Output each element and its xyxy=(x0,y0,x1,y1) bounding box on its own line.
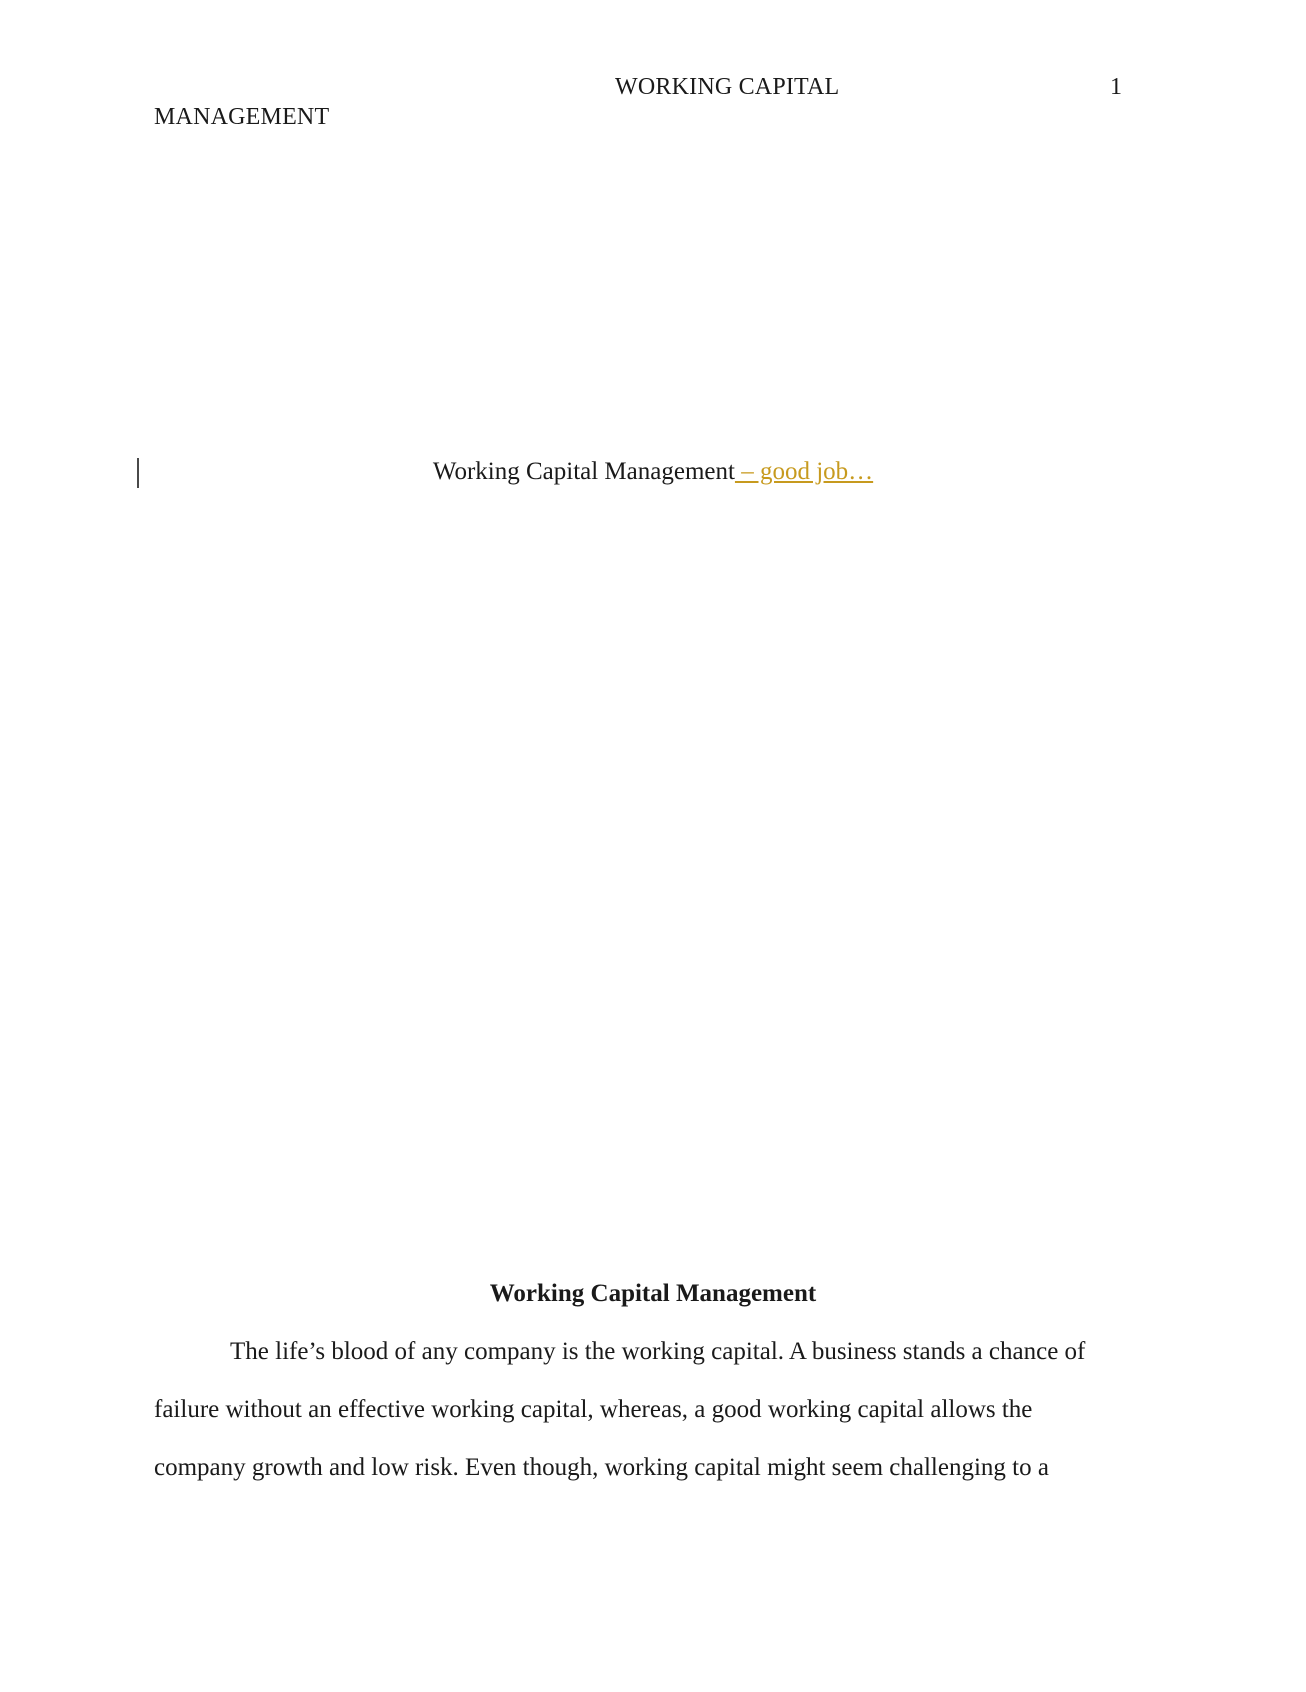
paragraph-line: The life’s blood of any company is the working capital. A business stands a chance of xyxy=(230,1338,1086,1365)
inserted-comment[interactable]: – good job… xyxy=(734,458,874,485)
title-page-title[interactable] xyxy=(0,458,1306,486)
running-head-continued: MANAGEMENT xyxy=(154,104,330,130)
paragraph-line: company growth and low risk. Even though, working capital might seem challenging to a xyxy=(154,1454,1049,1481)
page-number: 1 xyxy=(1110,74,1122,100)
section-heading: Working Capital Management xyxy=(489,1280,817,1307)
paragraph-line: failure without an effective working capital, whereas, a good working capital allows the xyxy=(154,1396,1033,1423)
running-head: WORKING CAPITAL xyxy=(615,74,840,100)
title-text: Working Capital Management xyxy=(432,458,735,485)
